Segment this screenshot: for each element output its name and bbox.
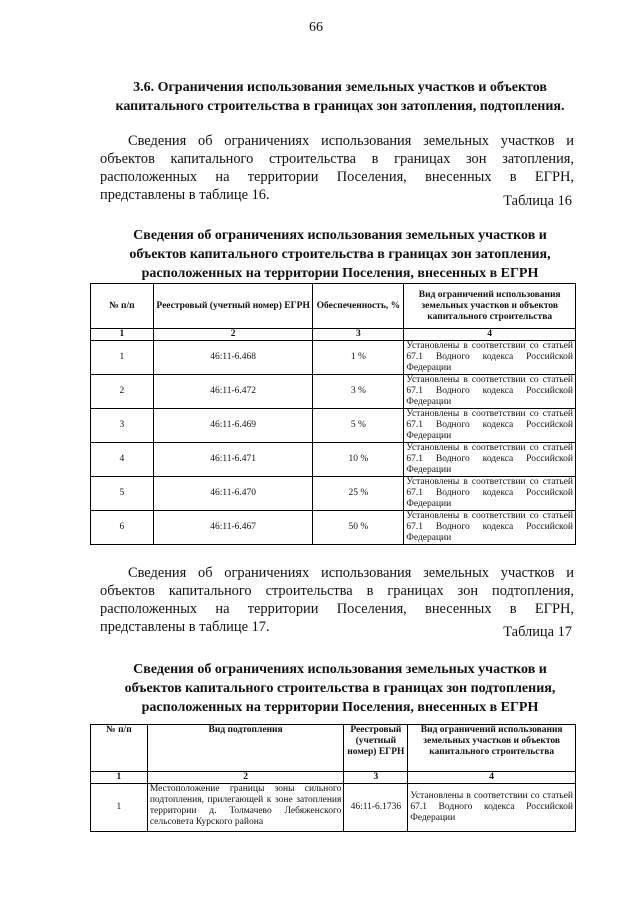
header-number: № п/п [91, 725, 148, 772]
table-row [91, 784, 576, 832]
cell-restriction-kind: Установлены в соответствии со статьей 67.1 Водного кодекса Российской Федерации [408, 784, 576, 832]
table-header-row [91, 284, 576, 329]
table-17-caption: Таблица 17 [503, 624, 572, 640]
cell-registry: 46:11-6.1736 [344, 784, 408, 832]
table-title-line: расположенных на территории Поселения, внесенных в ЕГРН [141, 266, 539, 281]
column-number: 1 [91, 772, 148, 784]
table-row [91, 375, 576, 409]
table-row [91, 443, 576, 477]
cell-number: 1 [91, 784, 148, 832]
page-number: 66 [309, 20, 323, 35]
cell-registry: 46:11-6.471 [153, 443, 313, 477]
cell-coverage: 50 % [313, 511, 404, 545]
table-16-title [90, 226, 590, 283]
header-registry: Реестровый (учетный номер) ЕГРН [344, 725, 408, 772]
table-title-line: объектов капитального строительства в границах зон подтопления, [124, 681, 556, 696]
header-coverage: Обеспеченность, % [313, 284, 404, 329]
cell-restriction-kind: Установлены в соответствии со статьей 67.1 Водного кодекса Российской Федерации [404, 511, 576, 545]
column-number: 4 [408, 772, 576, 784]
header-flood-type: Вид подтопления [147, 725, 344, 772]
paragraph-line: объектов капитального строительства в границах зон затопления, [100, 151, 574, 167]
table-17-title [90, 660, 590, 717]
table-title-line: расположенных на территории Поселения, внесенных в ЕГРН [141, 700, 539, 715]
cell-number: 6 [91, 511, 154, 545]
cell-restriction-kind: Установлены в соответствии со статьей 67.1 Водного кодекса Российской Федерации [404, 409, 576, 443]
cell-registry: 46:11-6.470 [153, 477, 313, 511]
column-number: 4 [404, 329, 576, 341]
cell-restriction-kind: Установлены в соответствии со статьей 67.1 Водного кодекса Российской Федерации [404, 443, 576, 477]
table-row [91, 477, 576, 511]
header-restriction-kind: Вид ограничений использования земельных участков и объектов капитального строительства [408, 725, 576, 772]
paragraph-line: объектов капитального строительства в границах зон подтопления, [100, 583, 574, 599]
cell-registry: 46:11-6.467 [153, 511, 313, 545]
header-registry: Реестровый (учетный номер) ЕГРН [153, 284, 313, 329]
column-number: 1 [91, 329, 154, 341]
table-16-caption: Таблица 16 [503, 193, 572, 209]
column-number-row [91, 329, 576, 341]
table-17 [90, 724, 576, 832]
cell-number: 2 [91, 375, 154, 409]
cell-registry: 46:11-6.468 [153, 341, 313, 375]
paragraph-line: Сведения об ограничениях использования земельных участков и [128, 565, 574, 581]
table-title-line: Сведения об ограничениях использования земельных участков и [133, 228, 547, 243]
paragraph-line: представлены в таблице 17. [100, 619, 270, 635]
header-number: № п/п [91, 284, 154, 329]
column-number: 2 [153, 329, 313, 341]
table-row [91, 409, 576, 443]
cell-coverage: 5 % [313, 409, 404, 443]
table-row [91, 511, 576, 545]
header-restriction-kind: Вид ограничений использования земельных участков и объектов капитального строительства [404, 284, 576, 329]
paragraph-line: расположенных на территории Поселения, внесенных в ЕГРН, [100, 601, 574, 617]
cell-number: 1 [91, 341, 154, 375]
cell-coverage: 1 % [313, 341, 404, 375]
cell-coverage: 10 % [313, 443, 404, 477]
cell-number: 3 [91, 409, 154, 443]
cell-number: 4 [91, 443, 154, 477]
paragraph-line: Сведения об ограничениях использования земельных участков и [128, 133, 574, 149]
table-title-line: объектов капитального строительства в границах зон затопления, [129, 247, 551, 262]
section-title-line: капитального строительства в границах зон затопления, подтопления. [115, 99, 565, 114]
table-header-row [91, 725, 576, 772]
table-title-line: Сведения об ограничениях использования земельных участков и [133, 662, 547, 677]
section-title [90, 78, 590, 116]
column-number-row [91, 772, 576, 784]
section-title-line: 3.6. Ограничения использования земельных участков и объектов [133, 80, 547, 95]
cell-registry: 46:11-6.472 [153, 375, 313, 409]
cell-flood-type: Местоположение границы зоны сильного подтопления, прилегающей к зоне затопления территории д. Толмачево Лебяженского сельсовета Курского района [147, 784, 344, 832]
cell-coverage: 25 % [313, 477, 404, 511]
column-number: 3 [313, 329, 404, 341]
column-number: 2 [147, 772, 344, 784]
cell-restriction-kind: Установлены в соответствии со статьей 67.1 Водного кодекса Российской Федерации [404, 341, 576, 375]
cell-coverage: 3 % [313, 375, 404, 409]
table-16 [90, 283, 576, 545]
table-row [91, 341, 576, 375]
cell-restriction-kind: Установлены в соответствии со статьей 67.1 Водного кодекса Российской Федерации [404, 477, 576, 511]
cell-restriction-kind: Установлены в соответствии со статьей 67.1 Водного кодекса Российской Федерации [404, 375, 576, 409]
paragraph-line: представлены в таблице 16. [100, 187, 270, 203]
cell-registry: 46:11-6.469 [153, 409, 313, 443]
paragraph-line: расположенных на территории Поселения, внесенных в ЕГРН, [100, 169, 574, 185]
column-number: 3 [344, 772, 408, 784]
cell-number: 5 [91, 477, 154, 511]
